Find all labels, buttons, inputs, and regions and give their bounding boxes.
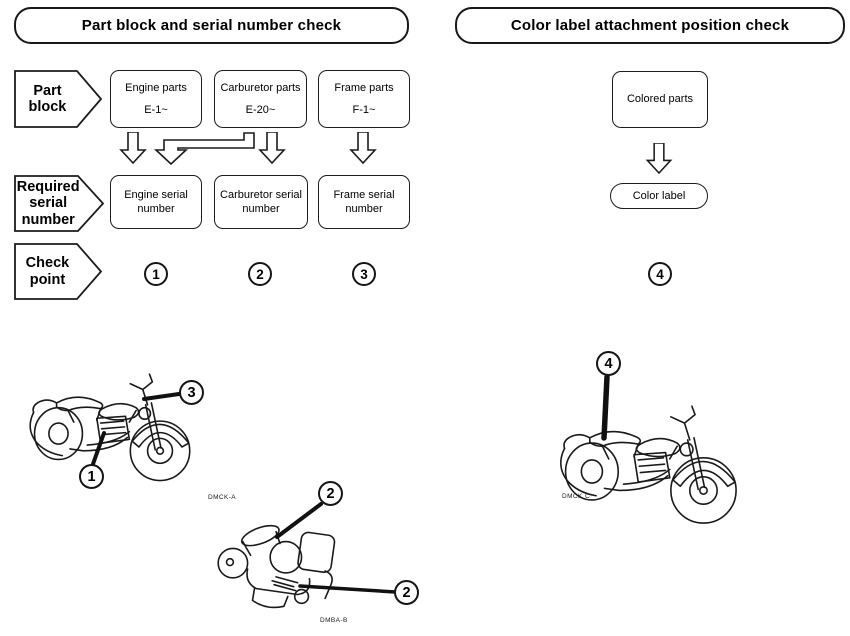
check-point-1-number: 1 — [152, 266, 160, 282]
box-engine-parts — [110, 70, 202, 128]
down-arrow-color-icon — [645, 143, 673, 174]
box-carburetor-serial — [214, 175, 308, 229]
check-point-label: Check point — [25, 255, 70, 288]
part-block-label: Part block — [28, 82, 67, 115]
callout-3-number: 3 — [187, 384, 196, 401]
down-arrow-engine-icon — [119, 132, 147, 164]
engine-parts-code: E-1~ — [144, 103, 168, 116]
motorcycle-right-illustration — [554, 393, 754, 529]
color-label-label: Color label — [632, 189, 686, 202]
callout-4-number: 4 — [604, 355, 613, 372]
check-point-3-badge — [352, 262, 376, 286]
callout-4-badge — [596, 351, 621, 376]
callout-2-top-number: 2 — [326, 485, 335, 502]
callout-2-right-badge — [394, 580, 419, 605]
check-point-2-number: 2 — [256, 266, 264, 282]
callout-2-right-number: 2 — [402, 584, 411, 601]
section-header-color-label-check — [455, 7, 845, 44]
figure-caption-moto-left: DMCK-A — [208, 494, 237, 501]
engine-serial-label: Engine serial number — [124, 188, 188, 215]
carburetor-parts-title: Carburetor parts — [220, 81, 301, 94]
frame-parts-code: F-1~ — [352, 103, 376, 116]
row-label-part-block — [14, 70, 102, 128]
box-colored-parts — [612, 71, 708, 128]
box-carburetor-parts — [214, 70, 307, 128]
down-arrow-carburetor-icon — [258, 132, 286, 164]
section-header-left-label: Part block and serial number check — [81, 17, 342, 34]
section-header-serial-check — [14, 7, 409, 44]
required-serial-label: Required serial number — [16, 179, 80, 228]
callout-3-badge — [179, 380, 204, 405]
box-frame-serial — [318, 175, 410, 229]
section-header-right-label: Color label attachment position check — [510, 17, 790, 34]
figure-caption-carburetor: DMBA-B — [320, 617, 348, 624]
check-point-1-badge — [144, 262, 168, 286]
check-point-3-number: 3 — [360, 266, 368, 282]
callout-2-top-badge — [318, 481, 343, 506]
elbow-arrow-carb-to-engine-icon — [148, 132, 258, 165]
callout-1-number: 1 — [87, 468, 96, 485]
down-arrow-frame-icon — [349, 132, 377, 164]
check-point-4-number: 4 — [656, 266, 664, 282]
frame-parts-title: Frame parts — [334, 81, 394, 94]
engine-parts-title: Engine parts — [125, 81, 187, 94]
frame-serial-label: Frame serial number — [333, 188, 395, 215]
check-point-4-badge — [648, 262, 672, 286]
figure-caption-moto-right: DMCK C — [562, 493, 591, 500]
colored-parts-label: Colored parts — [626, 93, 694, 106]
carburetor-parts-code: E-20~ — [245, 103, 276, 116]
carburetor-serial-label: Carburetor serial number — [220, 188, 302, 215]
box-engine-serial — [110, 175, 202, 229]
row-label-check-point — [14, 243, 102, 300]
row-label-required-serial — [14, 175, 104, 232]
carburetor-illustration — [215, 518, 343, 621]
box-frame-parts — [318, 70, 410, 128]
check-point-2-badge — [248, 262, 272, 286]
callout-1-badge — [79, 464, 104, 489]
box-color-label — [610, 183, 708, 209]
motorcycle-left-illustration — [24, 362, 206, 486]
